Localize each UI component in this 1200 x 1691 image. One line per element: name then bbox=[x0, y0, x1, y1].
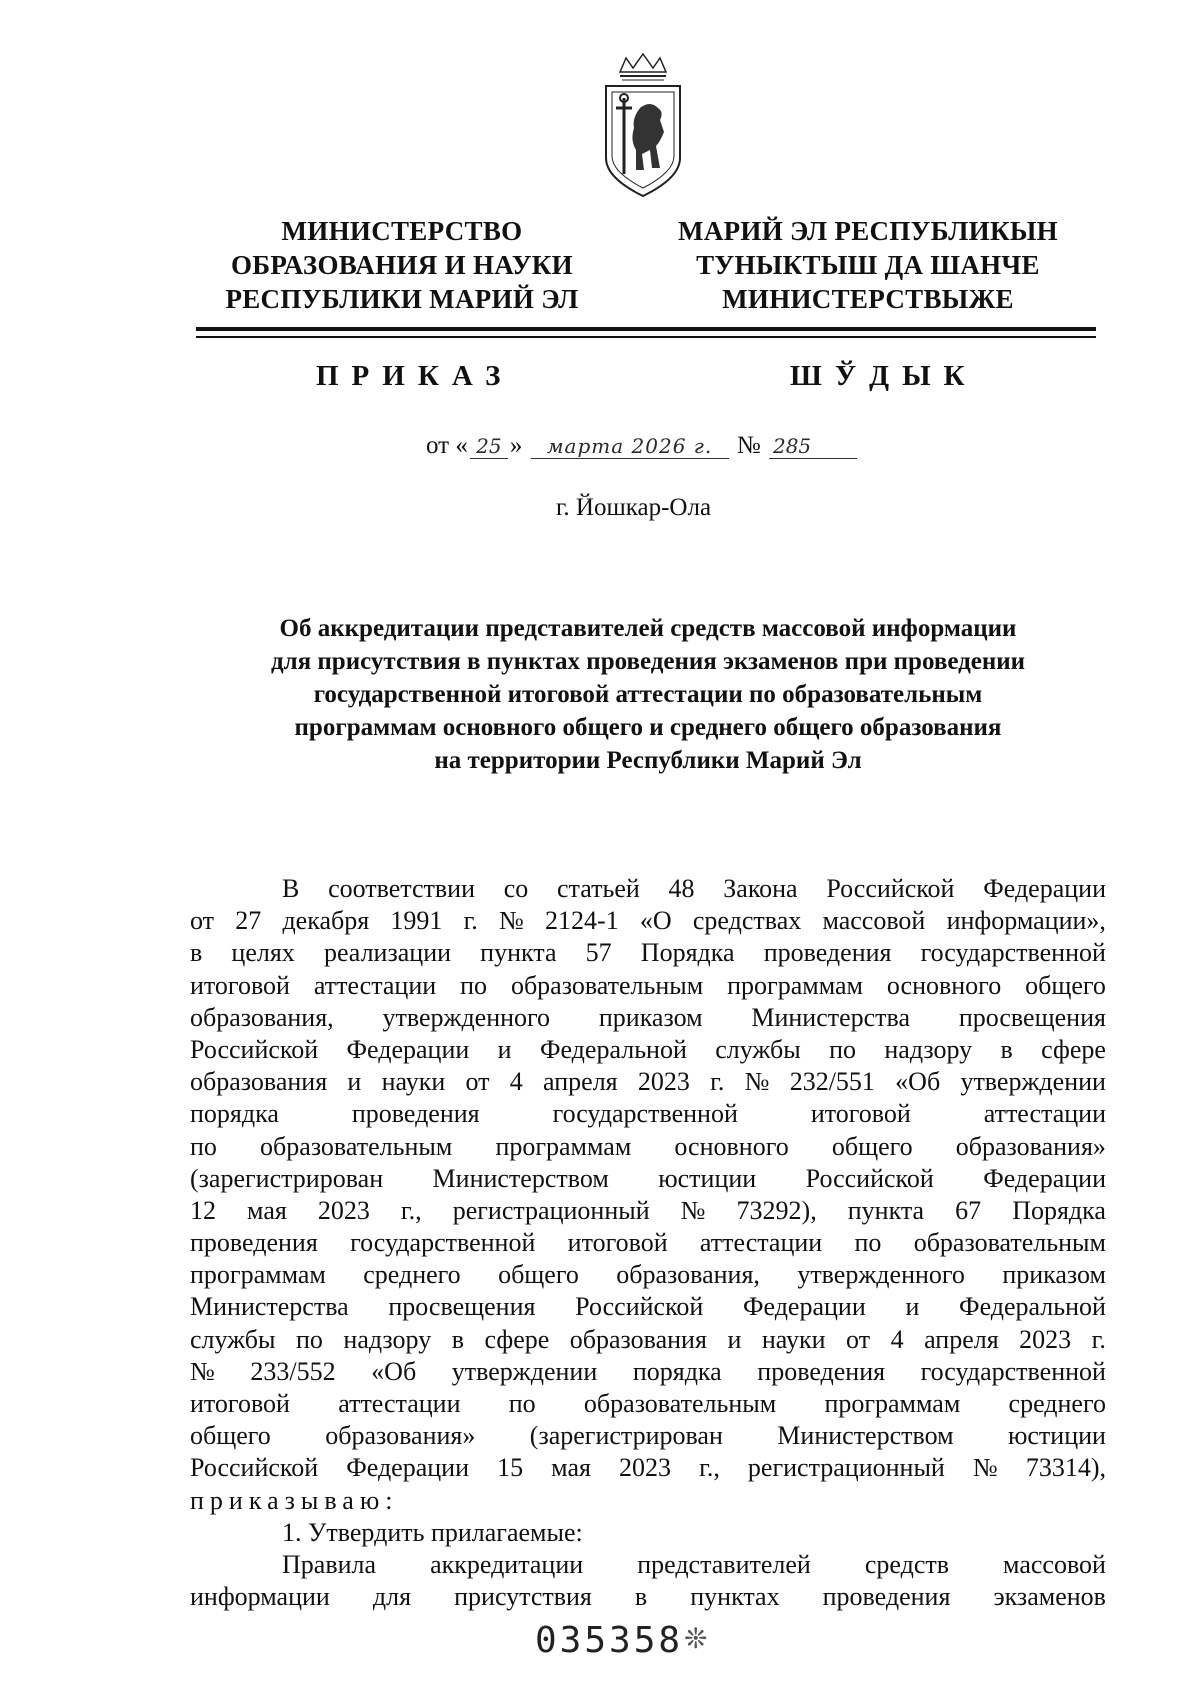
body-word: надзору bbox=[884, 1034, 973, 1064]
body-word: «Об bbox=[895, 1067, 941, 1097]
body-word: аккредитации bbox=[430, 1549, 584, 1579]
body-word: Федерации bbox=[983, 1163, 1106, 1193]
title-line: Об аккредитации представителей средств массовой информации bbox=[279, 615, 1017, 642]
body-word: представителей bbox=[637, 1549, 811, 1579]
body-word: науки bbox=[761, 1324, 826, 1354]
body-word: и bbox=[727, 1324, 742, 1354]
body-word: среднего bbox=[363, 1260, 461, 1290]
body-line bbox=[190, 1227, 1106, 1259]
body-word: образования» bbox=[955, 1131, 1106, 1161]
body-word: утвержденного bbox=[382, 1002, 551, 1032]
body-word: информации», bbox=[946, 906, 1106, 936]
body-word: аттестации bbox=[338, 1389, 461, 1418]
body-word: № bbox=[744, 1067, 770, 1097]
body-word: службы bbox=[190, 1324, 276, 1354]
body-word: сфере bbox=[1041, 1034, 1106, 1064]
order-label-russian: ПРИКАЗ bbox=[316, 360, 514, 392]
body-word: по bbox=[508, 1389, 536, 1418]
body-word: № bbox=[499, 906, 524, 936]
body-word: 15 bbox=[497, 1453, 524, 1483]
body-word: юстиции bbox=[1007, 1421, 1106, 1451]
ministry-name-line: МИНИСТЕРСТВЫЖЕ bbox=[722, 284, 1014, 314]
body-word: общего bbox=[1025, 970, 1106, 1000]
body-word: государственной bbox=[350, 1228, 536, 1258]
body-word: соответствии bbox=[328, 874, 475, 903]
body-word: службы bbox=[715, 1034, 801, 1064]
body-word: Министерства bbox=[190, 1292, 349, 1322]
body-word: от bbox=[190, 906, 215, 936]
body-word: науки bbox=[381, 1067, 446, 1097]
body-word: образования, bbox=[190, 1002, 334, 1032]
body-word: просвещения bbox=[958, 1002, 1106, 1032]
city-name: г. Йошкар-Ола bbox=[556, 494, 712, 521]
body-word: проведения bbox=[351, 1099, 480, 1129]
body-word: 2124-1 bbox=[545, 906, 619, 936]
body-word: образовательным bbox=[260, 1131, 453, 1161]
body-word: по bbox=[854, 1228, 882, 1258]
body-word: Российской bbox=[190, 1034, 319, 1064]
body-word: экзаменов bbox=[993, 1582, 1106, 1612]
ministry-name-line: МАРИЙ ЭЛ РЕСПУБЛИКЫН bbox=[678, 216, 1058, 246]
body-word: образования, bbox=[616, 1260, 760, 1290]
body-word: итоговой bbox=[567, 1228, 668, 1258]
title-line: на территории Республики Марий Эл bbox=[434, 747, 862, 774]
body-line bbox=[190, 1098, 1106, 1130]
body-word: пункта bbox=[847, 1195, 925, 1225]
body-line bbox=[190, 1291, 1106, 1323]
document-title bbox=[194, 612, 1102, 777]
body-word: 4 bbox=[509, 1067, 523, 1097]
asterisk-mark-icon: ❊ bbox=[684, 1624, 708, 1655]
body-word: № bbox=[190, 1356, 215, 1386]
body-word: Порядка bbox=[640, 938, 735, 968]
body-word: в bbox=[1000, 1034, 1013, 1064]
body-word: образовательным bbox=[583, 1389, 777, 1418]
body-line bbox=[190, 970, 1106, 1002]
body-word: Российской bbox=[805, 1163, 934, 1193]
body-word: и bbox=[347, 1067, 362, 1097]
body-line bbox=[190, 1066, 1106, 1098]
body-word: среднего bbox=[1008, 1389, 1106, 1418]
body-line bbox=[190, 1034, 1106, 1066]
body-word: общего bbox=[498, 1260, 579, 1290]
body-word: основного bbox=[674, 1131, 789, 1161]
body-word: со bbox=[503, 874, 529, 903]
body-word: проведения bbox=[763, 938, 892, 968]
body-word: по bbox=[460, 970, 488, 1000]
body-word: г. bbox=[463, 906, 478, 936]
body-word: г. bbox=[1091, 1324, 1106, 1354]
body-word: 12 bbox=[190, 1195, 216, 1225]
body-line-order-verb: приказываю: bbox=[190, 1485, 399, 1515]
body-word: Российской bbox=[826, 874, 955, 903]
ministry-name-line: ТУНЫКТЫШ ДА ШАНЧЕ bbox=[696, 250, 1040, 280]
body-word: программам bbox=[190, 1260, 326, 1290]
body-word: Федерации bbox=[346, 1453, 470, 1483]
body-word: мая bbox=[247, 1195, 287, 1225]
body-word: от bbox=[846, 1324, 871, 1354]
body-word: Российской bbox=[575, 1292, 704, 1322]
body-word: реализации bbox=[323, 938, 452, 968]
body-word: образования bbox=[190, 1067, 328, 1097]
body-word: 48 bbox=[668, 874, 695, 903]
ministry-name-line: МИНИСТЕРСТВО bbox=[281, 216, 523, 246]
body-word: проведения bbox=[190, 1228, 318, 1258]
body-word: Министерством bbox=[777, 1421, 954, 1451]
body-line bbox=[190, 937, 1106, 969]
ministry-name-line: РЕСПУБЛИКИ МАРИЙ ЭЛ bbox=[225, 284, 579, 314]
body-word: Порядка bbox=[1012, 1195, 1106, 1225]
body-word: целях bbox=[231, 938, 295, 968]
date-line bbox=[426, 432, 859, 460]
body-word: статьей bbox=[557, 874, 640, 903]
body-line bbox=[190, 1356, 1106, 1388]
handwritten-day: 25 bbox=[470, 434, 508, 459]
body-word: Федеральной bbox=[959, 1292, 1106, 1322]
ministry-name-line: ОБРАЗОВАНИЯ И НАУКИ bbox=[230, 250, 573, 280]
body-line bbox=[190, 1002, 1106, 1034]
body-word: юстиции bbox=[658, 1163, 757, 1193]
body-word: г., bbox=[400, 1195, 422, 1225]
body-word: 2023 bbox=[1019, 1324, 1072, 1354]
body-line bbox=[190, 1163, 1106, 1195]
body-word: 27 bbox=[235, 906, 262, 936]
ministry-name-russian bbox=[212, 214, 592, 316]
body-word: по bbox=[829, 1034, 857, 1064]
body-word: проведения bbox=[757, 1356, 886, 1386]
body-word: Федерации bbox=[742, 1292, 866, 1322]
body-word: 4 bbox=[890, 1324, 904, 1354]
body-word: декабря bbox=[282, 906, 370, 936]
body-word: Министерством bbox=[432, 1163, 609, 1193]
body-word: регистрационный bbox=[452, 1195, 650, 1225]
body-word: массовой bbox=[1003, 1549, 1106, 1579]
body-word: массовой bbox=[822, 906, 926, 936]
body-word: г., bbox=[699, 1453, 720, 1483]
body-word: Федерации bbox=[983, 874, 1106, 903]
body-word: в bbox=[190, 938, 203, 968]
body-word: итоговой bbox=[810, 1099, 911, 1129]
body-word: образовательным bbox=[913, 1228, 1106, 1258]
date-quote-close: » bbox=[509, 432, 523, 459]
body-word: итоговой bbox=[190, 970, 290, 1000]
body-word: аттестации bbox=[983, 1099, 1106, 1129]
body-word: 2023 bbox=[317, 1195, 370, 1225]
body-word: апреля bbox=[543, 1067, 618, 1097]
ministry-name-mari bbox=[658, 214, 1078, 316]
body-word: (зарегистрирован bbox=[529, 1421, 723, 1451]
body-line bbox=[190, 1195, 1106, 1227]
coat-of-arms-emblem bbox=[598, 50, 688, 200]
title-line: программам основного общего и среднего общего образования bbox=[294, 714, 1002, 741]
body-word: приказом bbox=[598, 1002, 703, 1032]
body-word: г. bbox=[710, 1067, 725, 1097]
body-line-clause-1: 1. Утвердить прилагаемые: bbox=[282, 1517, 583, 1547]
body-word: образования bbox=[569, 1324, 707, 1354]
order-label-mari: ШЎДЫК bbox=[790, 360, 978, 392]
body-word: информации bbox=[190, 1582, 330, 1612]
body-word: регистрационный bbox=[747, 1453, 945, 1483]
body-line bbox=[190, 1549, 1106, 1581]
body-word: программам bbox=[727, 970, 863, 1000]
body-word: образования» bbox=[325, 1421, 476, 1451]
body-word: приказом bbox=[1002, 1260, 1106, 1290]
body-word: по bbox=[296, 1324, 323, 1354]
body-word: 2023 bbox=[637, 1067, 690, 1097]
body-word: средств bbox=[864, 1549, 950, 1579]
body-word: Правила bbox=[282, 1549, 377, 1579]
title-line: для присутствия в пунктах проведения экзаменов при проведении bbox=[270, 648, 1026, 675]
body-word: В bbox=[282, 874, 300, 903]
body-word: по bbox=[190, 1131, 217, 1161]
body-line bbox=[190, 1131, 1106, 1163]
body-word: в bbox=[634, 1582, 648, 1612]
body-word: утверждении bbox=[960, 1067, 1106, 1097]
body-word: Федерации bbox=[346, 1034, 470, 1064]
body-word: общего bbox=[831, 1131, 913, 1161]
body-line bbox=[190, 1581, 1106, 1613]
body-word: «Об bbox=[371, 1356, 417, 1386]
body-word: образовательным bbox=[510, 970, 704, 1000]
handwritten-month-year: марта 2026 г. bbox=[531, 434, 729, 459]
handwritten-order-number: 285 bbox=[769, 434, 857, 459]
body-word: № bbox=[972, 1453, 998, 1483]
body-word: порядка bbox=[632, 1356, 722, 1386]
body-word: 73292), bbox=[736, 1195, 817, 1225]
body-word: № bbox=[680, 1195, 706, 1225]
body-word: пунктах bbox=[690, 1582, 780, 1612]
body-word: Федеральной bbox=[539, 1034, 687, 1064]
body-word: апреля bbox=[924, 1324, 999, 1354]
body-word: 57 bbox=[585, 938, 612, 968]
body-line bbox=[190, 1452, 1106, 1484]
body-word: просвещения bbox=[388, 1292, 536, 1322]
body-word: сфере bbox=[484, 1324, 550, 1354]
body-word: пункта bbox=[480, 938, 557, 968]
body-line bbox=[190, 1388, 1106, 1420]
body-line bbox=[190, 1259, 1106, 1291]
body-word: государственной bbox=[552, 1099, 738, 1129]
body-line bbox=[190, 1324, 1106, 1356]
body-word: 1991 bbox=[390, 906, 443, 936]
body-line bbox=[190, 905, 1106, 937]
body-word: средствах bbox=[692, 906, 802, 936]
body-word: для bbox=[372, 1582, 412, 1612]
body-word: от bbox=[465, 1067, 490, 1097]
header-divider-thin bbox=[196, 336, 1096, 338]
body-word: и bbox=[497, 1034, 512, 1064]
body-line bbox=[190, 1420, 1106, 1452]
title-line: государственной итоговой аттестации по образовательным bbox=[313, 681, 983, 708]
number-label: № bbox=[736, 432, 761, 459]
body-line bbox=[190, 873, 1106, 905]
body-word: аттестации bbox=[313, 970, 437, 1000]
body-word: государственной bbox=[920, 938, 1106, 968]
body-word: в bbox=[451, 1324, 464, 1354]
body-word: надзору bbox=[343, 1324, 432, 1354]
body-word: Российской bbox=[190, 1453, 319, 1483]
form-serial-number: 035358 bbox=[535, 1620, 684, 1661]
body-word: 73314), bbox=[1025, 1453, 1106, 1483]
body-word: и bbox=[905, 1292, 920, 1322]
body-word: программам bbox=[824, 1389, 961, 1418]
body-word: присутствия bbox=[454, 1582, 592, 1612]
body-word: утверждении bbox=[451, 1356, 598, 1386]
body-word: мая bbox=[551, 1453, 591, 1483]
body-word: Закона bbox=[723, 874, 798, 903]
body-word: 233/552 bbox=[250, 1356, 336, 1386]
body-word: 67 bbox=[955, 1195, 982, 1225]
body-word: государственной bbox=[920, 1356, 1106, 1386]
body-word: (зарегистрирован bbox=[190, 1163, 384, 1193]
body-word: программам bbox=[495, 1131, 632, 1161]
body-word: основного bbox=[886, 970, 1002, 1000]
body-word: Министерства bbox=[751, 1002, 911, 1032]
body-word: 2023 bbox=[619, 1453, 672, 1483]
body-word: 232/551 bbox=[789, 1067, 875, 1097]
body-word: «О bbox=[639, 906, 672, 936]
body-word: утвержденного bbox=[797, 1260, 965, 1290]
document-body bbox=[190, 873, 1106, 1613]
body-word: аттестации bbox=[699, 1228, 823, 1258]
header-divider-thick bbox=[196, 327, 1096, 331]
body-word: проведения bbox=[822, 1582, 951, 1612]
body-word: порядка bbox=[190, 1099, 279, 1129]
date-prefix: от « bbox=[426, 432, 468, 459]
body-word: общего bbox=[190, 1421, 271, 1451]
body-word: итоговой bbox=[190, 1389, 290, 1418]
